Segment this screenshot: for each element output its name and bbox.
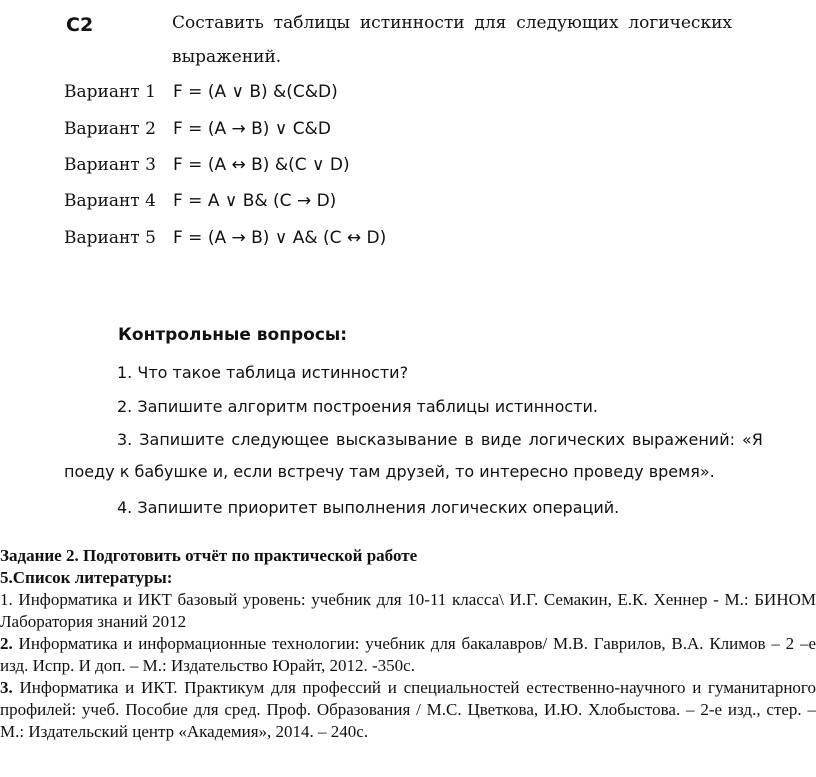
variant-3-formula: F = (A ↔ B) &(C ∨ D) <box>173 155 350 175</box>
question-1: 1. Что такое таблица истинности? <box>117 363 409 382</box>
question-2: 2. Запишите алгоритм построения таблицы истинности. <box>117 397 598 416</box>
question-3-word: «Я <box>741 430 763 449</box>
question-3-word: высказывание <box>336 430 458 449</box>
variant-2-formula: F = (A → B) ∨ C&D <box>173 119 331 139</box>
control-questions-title: Контрольные вопросы: <box>118 325 348 345</box>
variant-1-formula: F = (A ∨ B) &(C&D) <box>173 82 338 102</box>
reference-number: 3. <box>0 678 13 697</box>
reference-number: 2. <box>0 634 13 653</box>
reference-item <box>0 589 816 633</box>
task-statement-line-2: выражений. <box>172 47 282 67</box>
variant-5-formula: F = (A → B) ∨ A& (C ↔ D) <box>173 228 387 248</box>
variant-5-label: Вариант 5 <box>64 228 156 248</box>
reference-item <box>0 677 816 743</box>
question-3-word: 3. <box>117 430 133 449</box>
question-3 <box>117 430 763 449</box>
reference-number: 1. <box>0 590 13 609</box>
reference-item <box>0 633 816 677</box>
variant-1-label: Вариант 1 <box>64 82 156 102</box>
task-word: следующих <box>516 13 619 33</box>
variant-4-formula: F = A ∨ B& (C → D) <box>173 191 337 211</box>
task-word: логических <box>628 13 732 33</box>
question-4: 4. Запишите приоритет выполнения логических операций. <box>117 498 620 517</box>
question-3-word: Запишите <box>139 430 225 449</box>
question-3-word: виде <box>480 430 522 449</box>
task-word: таблицы <box>273 13 351 33</box>
task-word: истинности <box>359 13 465 33</box>
reference-text: Информатика и информационные технологии: учебник для бакалавров/ М.В. Гаврилов, В.А. Климов – 2 –е изд. Испр. И доп. – М.: Издательство Юрайт, 2012. -350с. <box>0 634 816 675</box>
question-3-continuation: поеду к бабушке и, если встречу там друзей, то интересно проведу время». <box>64 462 715 481</box>
question-3-word: следующее <box>231 430 330 449</box>
variant-3-label: Вариант 3 <box>64 155 156 175</box>
question-3-word: в <box>464 430 474 449</box>
question-3-word: логических <box>528 430 626 449</box>
c2-label: C2 <box>66 14 94 36</box>
variant-4-label: Вариант 4 <box>64 191 156 211</box>
task-word: для <box>474 13 507 33</box>
task-word: Составить <box>172 13 264 33</box>
question-3-word: выражений: <box>632 430 735 449</box>
task-2-heading: Задание 2. Подготовить отчёт по практической работе <box>0 546 418 565</box>
document-text <box>0 545 816 743</box>
task-statement-line-1 <box>172 13 732 33</box>
literature-heading: 5.Список литературы: <box>0 568 173 587</box>
variant-2-label: Вариант 2 <box>64 119 156 139</box>
reference-text: Информатика и ИКТ базовый уровень: учебник для 10-11 класса\ И.Г. Семакин, Е.К. Хеннер - М.: БИНОМ Лаборатория знаний 2012 <box>0 590 816 631</box>
reference-text: Информатика и ИКТ. Практикум для профессий и специальностей естественно-научного и гуманитарного профилей: учеб. Пособие для сред. Проф. Образования / М.С. Цветкова, И.Ю. Хлобыстова. – 2-е изд., стер. – М.: Издательский центр «Академия», 2014. – 240с. <box>0 678 816 741</box>
